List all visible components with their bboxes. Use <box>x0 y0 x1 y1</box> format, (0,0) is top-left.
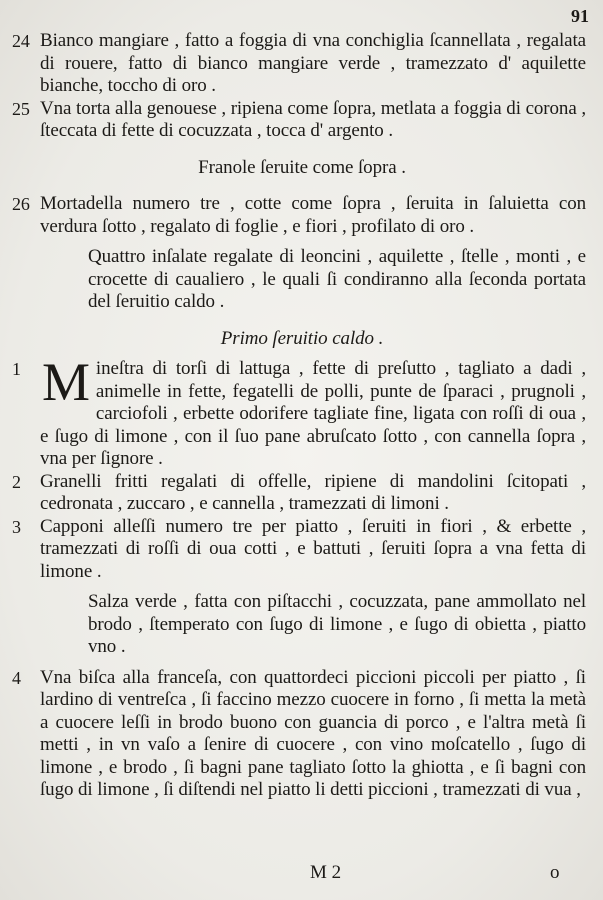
catchword: o <box>550 862 560 883</box>
page-number: 91 <box>571 6 589 26</box>
entry-number: 25 <box>12 98 30 119</box>
drop-cap: M <box>42 352 90 412</box>
hot-entry-1 <box>12 352 586 471</box>
entry-number: 4 <box>12 667 21 688</box>
hot-entry-4 <box>12 666 586 802</box>
hot-entry-2 <box>12 470 586 516</box>
green-sauce-paragraph: Salza verde , fatta con piſtacchi , cocuzzata, pane ammollato nel brodo , ſtemperato con ſugo di limone , e ſugo di obietta , piatto vno . <box>88 591 586 657</box>
entry-number: 3 <box>12 516 21 537</box>
entry-text: Bianco mangiare , fatto a foggia di vna conchiglia ſcannellata , regalata di rouere, fatto di bianco mangiare verde , tramezzato d' aquilette bianche, toccho di oro . <box>40 30 586 96</box>
entry-26 <box>12 193 586 238</box>
entry-text: Mortadella numero tre , cotte come ſopra , ſeruita in ſaluietta con verdura ſotto , regalato di foglie , e fiori , profilato di oro . <box>40 193 586 237</box>
strawberries-line: Franole ſeruite come ſopra . <box>198 156 406 178</box>
entry-text: Capponi alleſſi numero tre per piatto , ſeruiti in fiori , & erbette , tramezzati di roſſi di oua cotti , e battuti , ſeruiti ſopra a vna fetta di limone . <box>40 515 586 582</box>
page-text <box>12 30 586 802</box>
entry-number: 26 <box>12 194 30 214</box>
entry-24 <box>12 30 586 98</box>
entry-number: 1 <box>12 359 21 379</box>
entry-number: 24 <box>12 31 30 51</box>
entry-text: Vna torta alla genouese , ripiena come ſopra, metlata a foggia di corona , ſteccata di fette di cocuzzata , tocca d' argento . <box>40 97 586 141</box>
hot-entry-3 <box>12 515 586 584</box>
section-heading: Primo ſeruitio caldo . <box>220 327 384 349</box>
entry-text: Granelli fritti regalati di offelle, ripiene di mandolini ſcitopati , cedronata , zuccaro , e cannella , tramezzati di limoni . <box>40 470 586 514</box>
entry-25 <box>12 97 586 143</box>
salads-paragraph: Quattro inſalate regalate di leoncini , aquilette , ſtelle , monti , e crocette di caualiero , le quali ſi condiranno alla ſeconda portata del ſeruitio caldo . <box>88 246 586 312</box>
signature-mark: M 2 <box>310 862 342 883</box>
entry-text: ineſtra di torſi di lattuga , fette di preſutto , tagliato a dadi , animelle in fette, fegatelli de polli, punte de ſparaci , prugnoli , carciofoli , erbette odorifere tagliate fine, ligata con roſſi di oua , e ſugo di limone , con il ſuo pane abruſcato ſotto , con cannella ſopra , vna per ſignore . <box>40 358 586 469</box>
entry-text: Vna biſca alla franceſa, con quattordeci piccioni piccoli per piatto , ſi lardino di ventreſca , ſi faccino mezzo cuocere in forno , ſi metta la metà a cuocere leſſi in brodo buono con guancia di porco , e l'altra metà ſi metti , in vn vaſo a ſenire di cuocere , con vino moſcatello , ſugo di limone , e brodo , ſi bagni pane tagliato ſotto la ghiotta , e ſi bagni con ſugo di limone , ſi diſtendi nel piatto li detti piccioni , tramezzati di vua , <box>40 666 586 800</box>
entry-number: 2 <box>12 471 21 492</box>
